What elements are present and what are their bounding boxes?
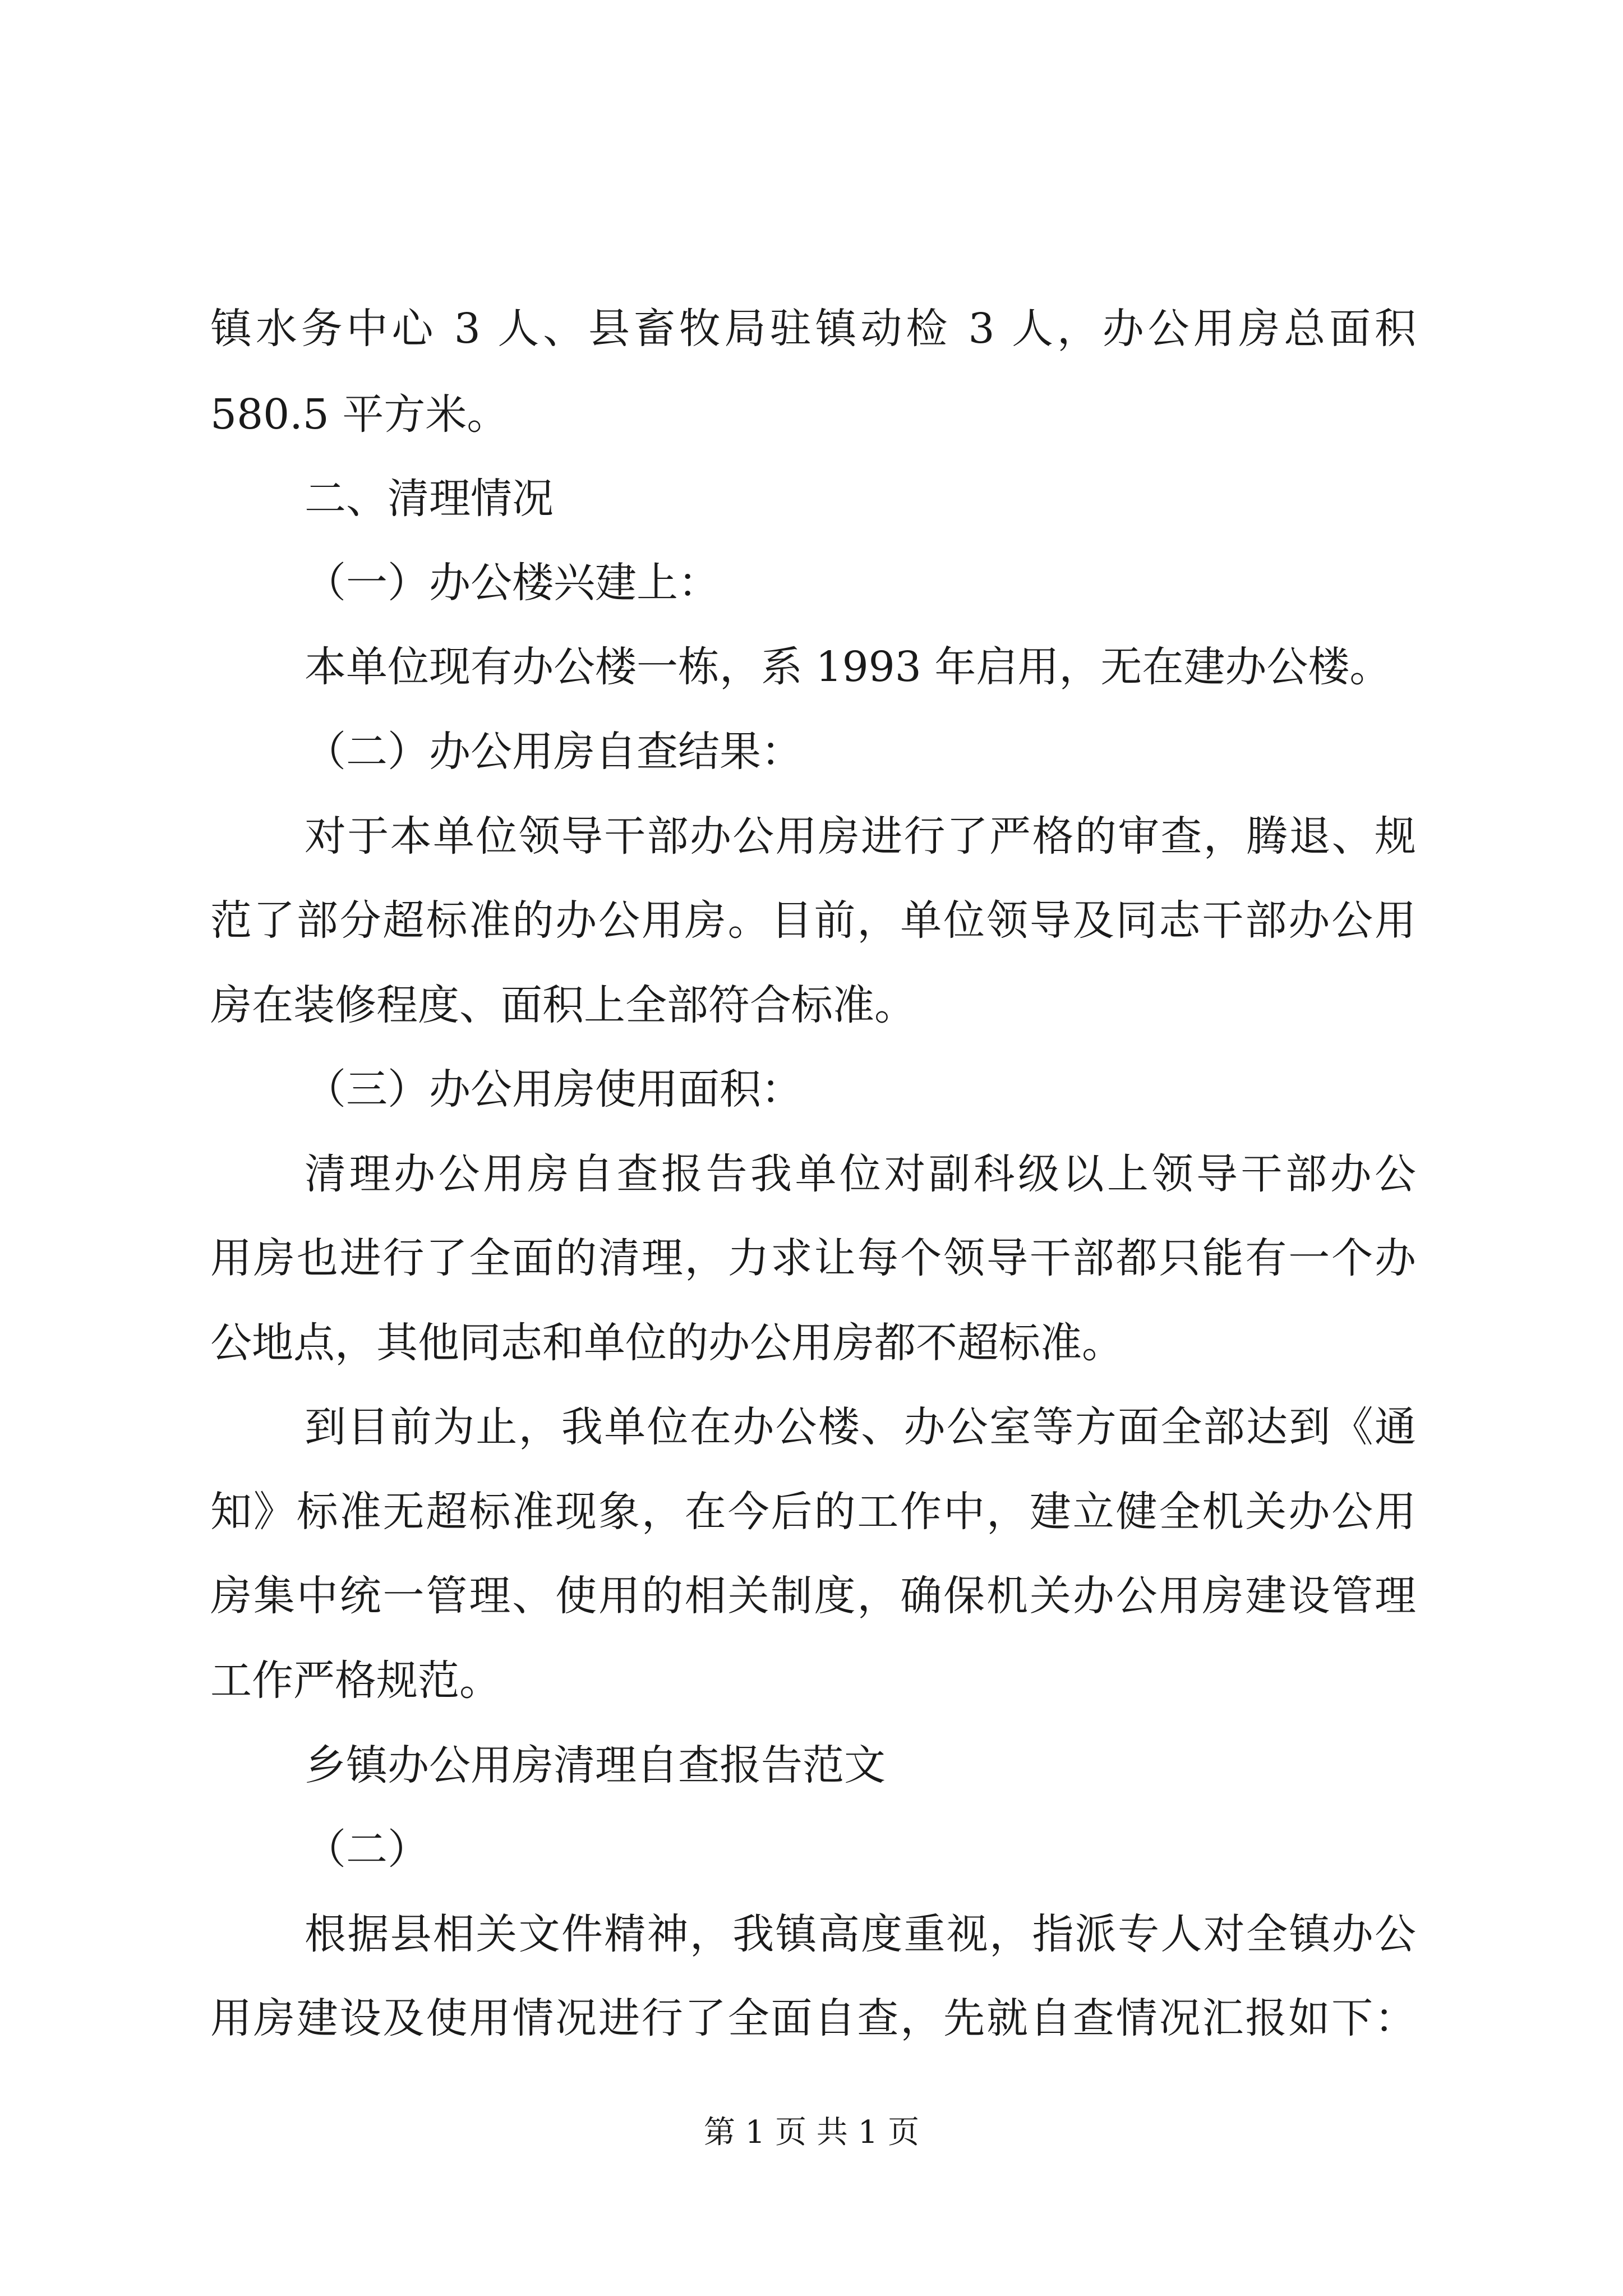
page-footer: 第 1 页 共 1 页 xyxy=(703,2114,920,2151)
body-line: 知》标准无超标准现象，在今后的工作中，建立健全机关办公用 xyxy=(210,1488,1416,1536)
body-line: 工作严格规范。 xyxy=(210,1657,501,1705)
body-line: 范了部分超标准的办公用房。目前，单位领导及同志干部办公用 xyxy=(210,896,1416,945)
document-title: 乡镇办公用房清理自查报告范文 xyxy=(305,1741,886,1789)
subsection-heading: （三）办公用房使用面积： xyxy=(305,1065,803,1114)
body-line: 房在装修程度、面积上全部符合标准。 xyxy=(210,981,916,1029)
body-line: 到目前为止，我单位在办公楼、办公室等方面全部达到《通 xyxy=(305,1403,1416,1451)
body-line: 本单位现有办公楼一栋，系 1993 年启用，无在建办公楼。 xyxy=(305,643,1391,691)
body-line: 用房建设及使用情况进行了全面自查，先就自查情况汇报如下： xyxy=(210,1994,1416,2042)
section-heading: 二、清理情况 xyxy=(305,475,554,523)
document-subtitle: （二） xyxy=(305,1825,429,1874)
body-line: 580.5 平方米。 xyxy=(210,390,509,439)
body-line: 公地点，其他同志和单位的办公用房都不超标准。 xyxy=(210,1319,1123,1367)
body-line: 清理办公用房自查报告我单位对副科级以上领导干部办公 xyxy=(305,1150,1416,1198)
body-line: 用房也进行了全面的清理，力求让每个领导干部都只能有一个办 xyxy=(210,1234,1416,1282)
subsection-heading: （二）办公用房自查结果： xyxy=(305,728,803,776)
subsection-heading: （一）办公楼兴建上： xyxy=(305,559,720,607)
body-line: 根据县相关文件精神，我镇高度重视，指派专人对全镇办公 xyxy=(305,1910,1416,1958)
body-line: 对于本单位领导干部办公用房进行了严格的审查，腾退、规 xyxy=(305,812,1416,861)
body-line: 房集中统一管理、使用的相关制度，确保机关办公用房建设管理 xyxy=(210,1572,1416,1620)
body-line: 镇水务中心 3 人、县畜牧局驻镇动检 3 人，办公用房总面积 xyxy=(210,305,1416,353)
